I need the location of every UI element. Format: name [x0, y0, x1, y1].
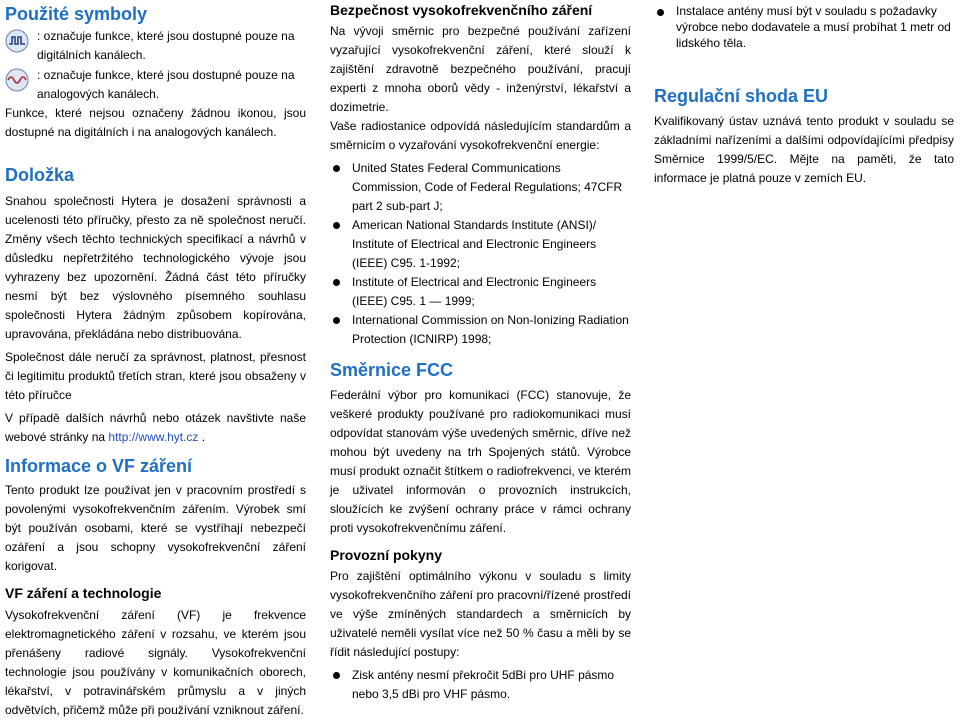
- bullet-icon: [657, 9, 664, 16]
- list-item: Zisk antény nesmí překročit 5dBi pro UHF pásmo nebo 3,5 dBi pro VHF pásmo.: [330, 666, 631, 704]
- dolozka-text-after-link: .: [198, 430, 206, 444]
- bullet-icon: [333, 317, 340, 324]
- list-item: Instalace antény musí být v souladu s požadavky výrobce nebo dodavatele a musí probíhat 1 metr od lidského těla.: [654, 3, 954, 51]
- rf-technology-paragraph: Vysokofrekvenční záření (VF) je frekvence elektromagnetického záření v rozsahu, ve kterém jsou přenášeny radiové signály. Vysokofrekvenční technologie jsou používány v komunikačních oborech, lékařství, v potravinářském průmyslu a v jiných odvětvích, přičemž může při používání vzniknout záření.: [5, 608, 306, 717]
- eu-compliance-paragraph: Kvalifikovaný ústav uznává tento produkt v souladu se základními nařízeními a dalšími odpovídajícími předpisy Směrnice 1999/5/EC. Mějte na paměti, že tato informace je platná pouze v zemích EU.: [654, 114, 954, 185]
- fcc-paragraph: Federální výbor pro komunikaci (FCC) stanovuje, že veškeré produkty používané pro radiokomunikaci musí odpovídat stanovám výše uvedených směrnic, dříve než mohou být uvedeny na trh Spojených států. Výrobce musí produkt označit štítkem o radiofrekvenci, ve kterém je uživatel informován o provozních instrukcích, sloužících ke zvýšení ochrany práce v rámci ochrany proti vysokofrekvenčnímu záření.: [330, 388, 631, 535]
- analog-channel-icon: [5, 68, 29, 92]
- dolozka-paragraph-3: [5, 409, 306, 447]
- digital-symbol-row: [5, 27, 306, 65]
- column-middle: [330, 0, 631, 704]
- symbols-heading: Použité symboly: [5, 4, 148, 24]
- website-link[interactable]: http://www.hyt.cz: [108, 430, 199, 444]
- operating-instructions-heading: Provozní pokyny: [330, 547, 443, 563]
- fcc-heading: Směrnice FCC: [330, 360, 454, 380]
- list-item: Institute of Electrical and Electronic Engineers (IEEE) C95. 1 — 1999;: [330, 273, 631, 311]
- list-item: American National Standards Institute (ANSI)/ Institute of Electrical and Electronic Engineers (IEEE) C95. 1-1992;: [330, 216, 631, 273]
- analog-symbol-text: : označuje funkce, které jsou dostupné pouze na analogových kanálech.: [37, 68, 295, 101]
- list-item: International Commission on Non-Ionizing Radiation Protection (ICNIRP) 1998;: [330, 311, 631, 349]
- standards-list: [330, 159, 631, 349]
- rf-exposure-paragraph-2: Vaše radiostanice odpovídá následujícím standardům a směrnicím o vyzařování vysokofrekvenční energie:: [330, 119, 631, 152]
- bullet-icon: [333, 165, 340, 172]
- rf-technology-heading: VF záření a technologie: [5, 585, 162, 601]
- operating-instructions-paragraph: Pro zajištění optimálního výkonu v souladu s limity vysokofrekvenčního záření pro pracovní/řízené prostředí ve výše zmíněných standardech a směrnicích by uživatelé neměli vysílat více než 50 % času a měli by se řídit následující postupy:: [330, 569, 631, 659]
- dolozka-heading: Doložka: [5, 165, 75, 185]
- rf-exposure-paragraph-1: Na vývoji směrnic pro bezpečné používání zařízení vyzařující vysokofrekvenční záření, které slouží k zajištění zdravotně bezpečného používání, pracují experti z mnoha oborů vědy - inženýrství, lékařství a dozimetrie.: [330, 24, 631, 114]
- installation-bullets: [654, 3, 954, 51]
- dolozka-text-before-link: V případě dalších návrhů nebo otázek navštivte naše webové stránky na: [5, 411, 306, 444]
- rf-info-heading: Informace o VF záření: [5, 456, 193, 476]
- analog-symbol-row: [5, 66, 306, 104]
- bullet-icon: [333, 279, 340, 286]
- rf-info-paragraph: Tento produkt lze používat jen v pracovním prostředí s povolenými vysokofrekvenčním zářením. Výrobek smí být používán osobami, které se vystříhají nebezpečí ozáření a jsou schopny vysokofrekvenční záření korigovat.: [5, 483, 306, 573]
- rf-exposure-heading: Bezpečnost vysokofrekvenčního záření: [330, 2, 593, 18]
- column-left: [5, 0, 306, 720]
- bullet-icon: [333, 672, 340, 679]
- bullet-icon: [333, 222, 340, 229]
- digital-channel-icon: [5, 29, 29, 53]
- eu-compliance-heading: Regulační shoda EU: [654, 86, 829, 106]
- column-right: [654, 0, 954, 188]
- digital-symbol-text: : označuje funkce, které jsou dostupné pouze na digitálních kanálech.: [37, 29, 295, 62]
- dolozka-paragraph-1: Snahou společnosti Hytera je dosažení správnosti a ucelenosti této příručky, přesto za ně společnost neručí. Změny všech těchto technických specifikací a návrhů v důsledku nepřetržitého technologického vývoje jsou vyhrazeny bez upozornění. Žádná část této příručky nesmí být bez výslovného písemného souhlasu společnosti Hytera žádným způsobem kopírována, upravována, překládána nebo distribuována.: [5, 194, 306, 341]
- list-item: United States Federal Communications Commission, Code of Federal Regulations; 47CFR part 2 sub-part J;: [330, 159, 631, 216]
- operating-bullets: [330, 666, 631, 704]
- no-icon-note: Funkce, které nejsou označeny žádnou ikonou, jsou dostupné na digitálních i na analogových kanálech.: [5, 106, 306, 139]
- dolozka-paragraph-2: Společnost dále neručí za správnost, platnost, přesnost či legitimitu produktů třetích stran, které jsou obsaženy v této příručce: [5, 350, 306, 402]
